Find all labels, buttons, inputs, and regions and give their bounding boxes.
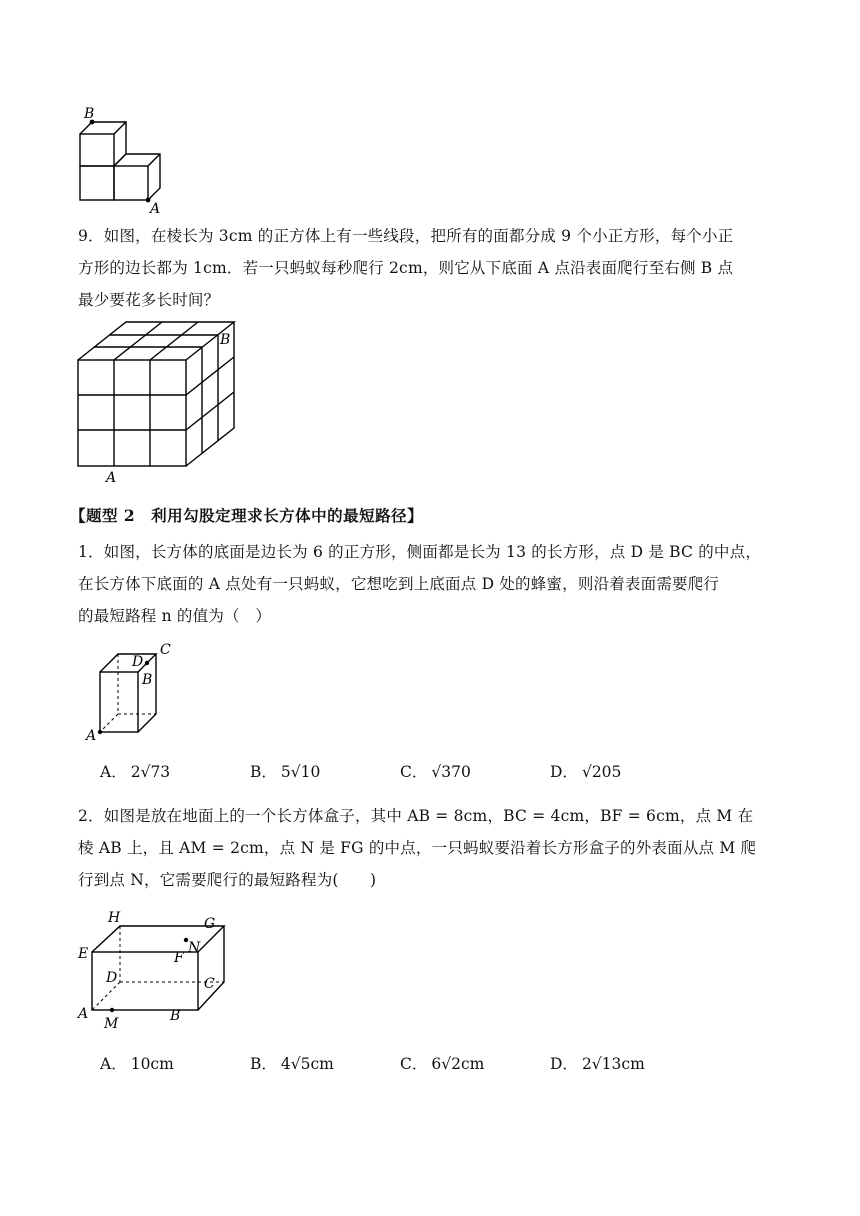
figure-label-a: A	[106, 470, 117, 486]
question-1-options	[100, 760, 700, 782]
option-d[interactable]: D． 2√13cm	[550, 1055, 645, 1073]
question-2-line-1: 2．如图是放在地面上的一个长方体盒子，其中 AB = 8cm，BC = 4cm，BF = 6cm，点 M 在	[78, 807, 754, 825]
figure-label-b: B	[220, 332, 231, 348]
section-heading: 【题型 2 利用勾股定理求长方体中的最短路径】	[70, 506, 424, 525]
question-2	[78, 800, 778, 896]
question-2-options	[100, 1052, 700, 1074]
figure-label-e: E	[78, 946, 89, 962]
option-b[interactable]: B． 5√10	[250, 763, 321, 781]
figure-label-a: A	[86, 728, 97, 744]
figure-label-d: D	[106, 970, 118, 986]
question-2-line-3: 行到点 N，它需要爬行的最短路程为( )	[78, 871, 377, 889]
prism-figure-q1	[80, 636, 190, 746]
option-c[interactable]: C． 6√2cm	[400, 1055, 485, 1073]
question-2-line-2: 棱 AB 上，且 AM = 2cm，点 N 是 FG 的中点，一只蚂蚁要沿着长方形盒子的外表面从点 M 爬	[78, 839, 757, 857]
question-1-line-1: 1．如图，长方体的底面是边长为 6 的正方形，侧面都是长为 13 的长方形，点 D 是 BC 的中点，	[78, 543, 762, 561]
question-1-line-3: 的最短路程 n 的值为（ ）	[78, 607, 272, 625]
stacked-cubes-figure	[70, 104, 180, 216]
question-9-line-3: 最少要花多长时间？	[78, 291, 220, 309]
figure-label-m: M	[104, 1016, 119, 1032]
figure-label-c: C	[160, 642, 171, 658]
figure-label-n: N	[188, 940, 201, 956]
figure-label-a: A	[150, 201, 161, 216]
figure-label-d: D	[132, 654, 144, 670]
option-a[interactable]: A． 10cm	[100, 1055, 174, 1073]
question-1-line-2: 在长方体下底面的 A 点处有一只蚂蚁，它想吃到上底面点 D 处的蜂蜜，则沿着表面需要爬行	[78, 575, 720, 593]
option-a[interactable]: A． 2√73	[100, 763, 171, 781]
figure-label-b: B	[142, 672, 153, 688]
option-c[interactable]: C． √370	[400, 763, 471, 781]
figure-label-b: B	[84, 106, 95, 122]
figure-label-b: B	[170, 1008, 181, 1024]
option-d[interactable]: D． √205	[550, 763, 622, 781]
question-9	[78, 220, 778, 316]
figure-label-h: H	[108, 910, 121, 926]
question-9-line-2: 方形的边长都为 1cm．若一只蚂蚁每秒爬行 2cm，则它从下底面 A 点沿表面爬行至右侧 B 点	[78, 259, 734, 277]
figure-label-a: A	[78, 1006, 89, 1022]
question-9-line-1: 9．如图，在棱长为 3cm 的正方体上有一些线段，把所有的面都分成 9 个小正方形，每个小正	[78, 227, 734, 245]
figure-label-g: G	[204, 916, 216, 932]
box-figure-q2	[74, 908, 234, 1034]
figure-label-f: F	[174, 950, 184, 966]
figure-label-c: C	[204, 976, 215, 992]
cube-3x3-figure	[70, 318, 250, 490]
question-1	[78, 536, 778, 632]
option-b[interactable]: B． 4√5cm	[250, 1055, 334, 1073]
